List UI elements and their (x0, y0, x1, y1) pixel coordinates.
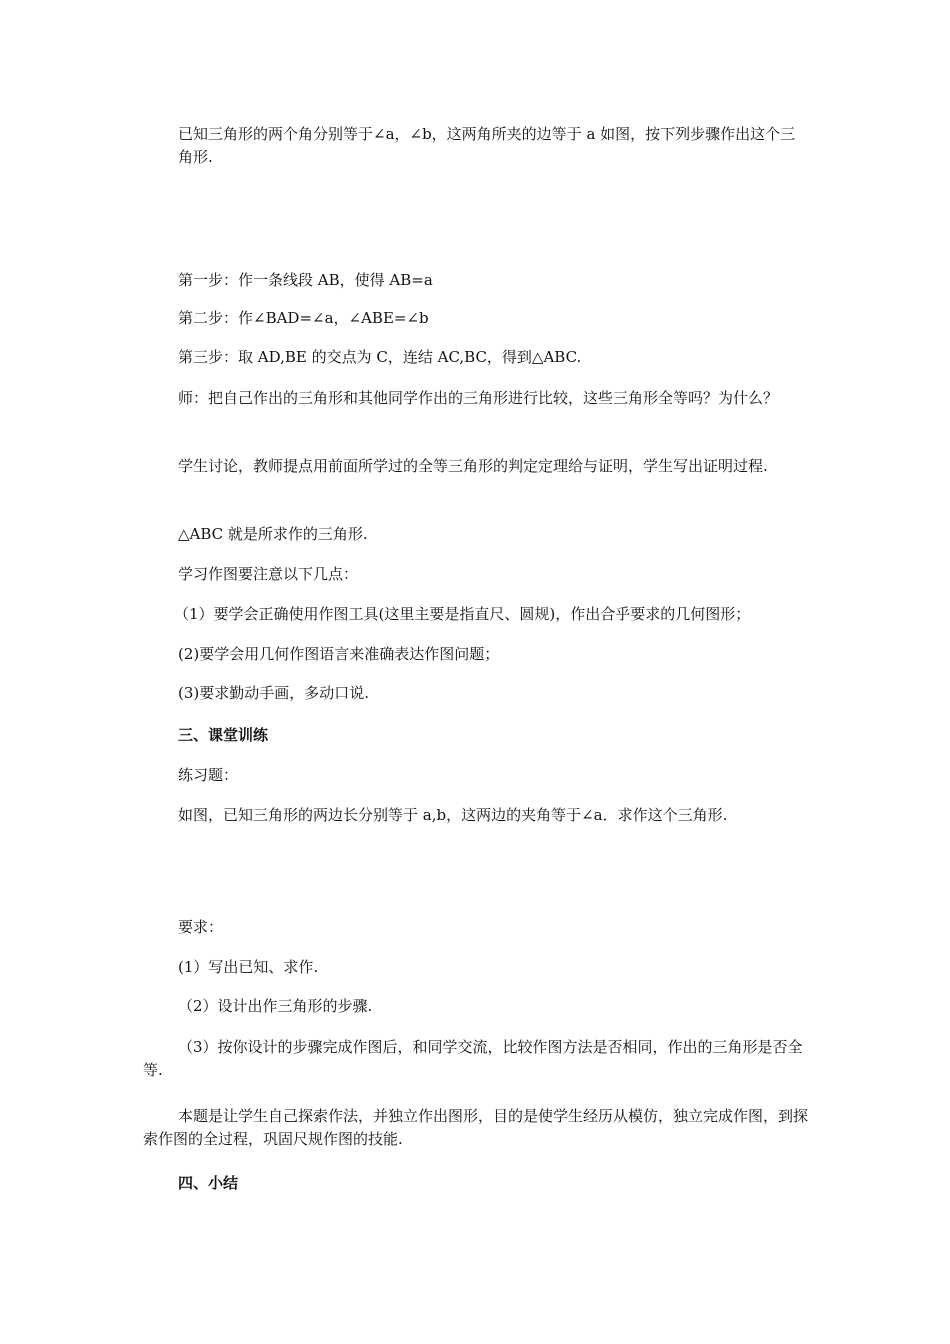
segment-b-figure (437, 881, 512, 898)
step3: 第三步：取 AD,BE 的交点为 C，连结 AC,BC，得到△ABC. (178, 348, 582, 366)
angle-alpha2-label: α (595, 879, 603, 892)
note2: (2)要学会用几何作图语言来准确表达作图问题； (178, 645, 500, 663)
req3 (143, 1036, 808, 1082)
note3: (3)要求勤动手画，多动口说. (178, 684, 370, 702)
exercise-label: 练习题： (178, 766, 239, 784)
section3-title: 三、课堂训练 (178, 726, 269, 744)
req1: (1）写出已知、求作. (178, 958, 319, 976)
step1: 第一步：作一条线段 AB，使得 AB=a (178, 271, 433, 289)
section4-title: 四、小结 (178, 1174, 239, 1192)
exercise-text: 如图，已知三角形的两边长分别等于 a,b，这两边的夹角等于∠a．求作这个三角形. (178, 806, 728, 824)
summary-note (143, 1105, 808, 1151)
angle-beta-figure (430, 193, 506, 247)
para1-text: 已知三角形的两个角分别等于∠a，∠b，这两角所夹的边等于 a 如图，按下列步骤作出这个三角形. (178, 125, 796, 166)
summary-note-text: 本题是让学生自己探索作法，并独立作出图形，目的是使学生经历从模仿，独立完成作图，到探索作图的全过程，巩固尺规作图的技能. (143, 1107, 809, 1148)
teacher-question-text: 师：把自己作出的三角形和其他同学作出的三角形进行比较，这些三角形全等吗？为什么？ (178, 389, 779, 407)
angle-beta-label: β (445, 233, 452, 246)
step2: 第二步：作∠BAD=∠a，∠ABE=∠b (178, 309, 429, 327)
segment-a2-label: a (337, 881, 344, 894)
segment-a-label: a (612, 221, 619, 234)
segment-b-label: b (471, 881, 479, 894)
discussion (143, 455, 808, 478)
result: △ABC 就是所求作的三角形. (178, 525, 368, 543)
requirements-label: 要求： (178, 918, 224, 936)
para1-block (178, 123, 808, 169)
angle-alpha-figure (297, 204, 374, 246)
teacher-question (178, 387, 808, 410)
segment-a-figure (567, 221, 661, 238)
segment-a2-figure (294, 881, 387, 898)
req3-text: （3）按你设计的步骤完成作图后，和同学交流，比较作图方法是否相同，作出的三角形是否全等. (143, 1038, 803, 1079)
angle-alpha2-figure (576, 846, 653, 893)
notes-intro: 学习作图要注意以下几点： (178, 565, 359, 583)
note1: （1）要学会正确使用作图工具(这里主要是指直尺、圆规)，作出合乎要求的几何图形； (174, 605, 751, 623)
angle-alpha-label: α (314, 233, 322, 246)
discussion-text: 学生讨论，教师提点用前面所学过的全等三角形的判定定理给与证明，学生写出证明过程. (178, 457, 768, 475)
req2: （2）设计出作三角形的步骤. (178, 997, 373, 1015)
